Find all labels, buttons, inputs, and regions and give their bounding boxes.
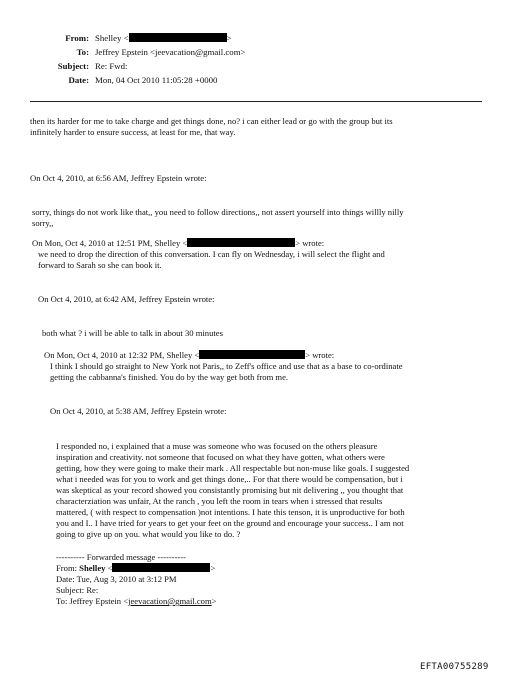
body-line: we need to drop the direction of this conversation. I can fly on Wednesday, i will select the flight and bbox=[38, 249, 385, 259]
date-value: Mon, 04 Oct 2010 11:05:28 +0000 bbox=[95, 75, 218, 85]
body-line: characterziation was unfair, At the ranch , you left the room in tears when i stressed that results bbox=[56, 496, 383, 506]
fwd-from-label: From: bbox=[56, 563, 78, 573]
from-tail: > bbox=[226, 33, 232, 43]
fwd-to-suffix: > bbox=[211, 596, 217, 606]
fwd-from-line bbox=[56, 563, 215, 574]
fwd-from-gt: > bbox=[210, 563, 216, 573]
from-label: From: bbox=[65, 33, 89, 43]
body-line: forward to Sarah so she can book it. bbox=[38, 260, 162, 270]
body-line: infinitely harder to ensure success, at least for me, that way. bbox=[30, 127, 236, 137]
body-line: mattered, ( with respect to compensation )not intentions. I hate this tenson, it is unproductive for both bbox=[56, 507, 405, 517]
attrib-text: On Mon, Oct 4, 2010 at 12:51 PM, Shelley < bbox=[32, 238, 188, 248]
body-line: getting the cabbanna's finished. You do by the way get both from me. bbox=[50, 372, 289, 382]
fwd-from-name: Shelley bbox=[79, 563, 106, 573]
redaction-bar bbox=[187, 238, 295, 247]
body-line: you and I.. I have tried for years to get your feet on the ground and encourage your success.. I am not bbox=[56, 518, 404, 528]
body-line: was skeptical as your record showed you consistantly promising but nit delivering ,, you thought that bbox=[56, 485, 404, 495]
bates-number: EFTA00755289 bbox=[420, 662, 489, 672]
body-line: then its harder for me to take charge and get things done, no? i can either lead or go with the group but its bbox=[30, 116, 393, 126]
body-line: sorry, things do not work like that,, you need to follow directions,, not assert yourself into things willly nilly bbox=[32, 207, 404, 217]
fwd-to-line bbox=[56, 596, 217, 607]
date-label: Date: bbox=[68, 75, 89, 85]
fwd-date-line: Date: Tue, Aug 3, 2010 at 3:12 PM bbox=[56, 574, 177, 584]
body-line: I responded no, i explained that a muse was someone who was focused on the others pleasure bbox=[56, 441, 378, 451]
body-line: inspiration and creativity. not someone that focused on what they have gotten, what others were bbox=[56, 452, 385, 462]
quote-attribution: On Oct 4, 2010, at 6:42 AM, Jeffrey Epstein wrote: bbox=[38, 294, 215, 304]
attrib-text: > wrote: bbox=[295, 238, 325, 248]
attrib-text: On Mon, Oct 4, 2010 at 12:32 PM, Shelley < bbox=[44, 350, 200, 360]
forwarded-separator: ---------- Forwarded message ---------- bbox=[56, 552, 187, 562]
body-line: going to give up on you. what would you like to do. ? bbox=[56, 529, 241, 539]
fwd-from-lt: < bbox=[107, 563, 113, 573]
quote-attribution: On Oct 4, 2010, at 5:38 AM, Jeffrey Epstein wrote: bbox=[50, 406, 227, 416]
attrib-text: > wrote: bbox=[305, 350, 335, 360]
header-divider bbox=[30, 101, 482, 102]
quote-attribution bbox=[44, 350, 334, 361]
fwd-to-prefix: To: Jeffrey Epstein < bbox=[56, 596, 129, 606]
to-label: To: bbox=[76, 47, 89, 57]
to-value: Jeffrey Epstein <jeevacation@gmail.com> bbox=[95, 47, 246, 57]
redaction-bar bbox=[129, 33, 227, 42]
subject-label: Subject: bbox=[57, 61, 89, 71]
quote-attribution bbox=[32, 238, 324, 249]
from-name: Shelley < bbox=[95, 33, 129, 43]
redaction-bar bbox=[112, 563, 210, 572]
fwd-subject-line: Subject: Re: bbox=[56, 585, 99, 595]
from-value bbox=[95, 33, 232, 43]
body-line: I think I should go straight to New York not Paris,, to Zeff's office and use that as a base to co-ordinate bbox=[50, 361, 403, 371]
body-line: sorry,, bbox=[32, 218, 54, 228]
body-line: getting, how they were going to make their mark . All respectable but non-muse like goals. I suggested bbox=[56, 463, 410, 473]
email-link[interactable]: jeevacation@gmail.com bbox=[128, 596, 212, 606]
body-line: both what ? i will be able to talk in about 30 minutes bbox=[42, 328, 223, 338]
body-line: what i needed was for you to work and get things done,.. For that there would be compensation, but i bbox=[56, 474, 403, 484]
quote-attribution: On Oct 4, 2010, at 6:56 AM, Jeffrey Epstein wrote: bbox=[30, 173, 207, 183]
subject-value: Re: Fwd: bbox=[95, 61, 128, 71]
redaction-bar bbox=[199, 350, 305, 359]
